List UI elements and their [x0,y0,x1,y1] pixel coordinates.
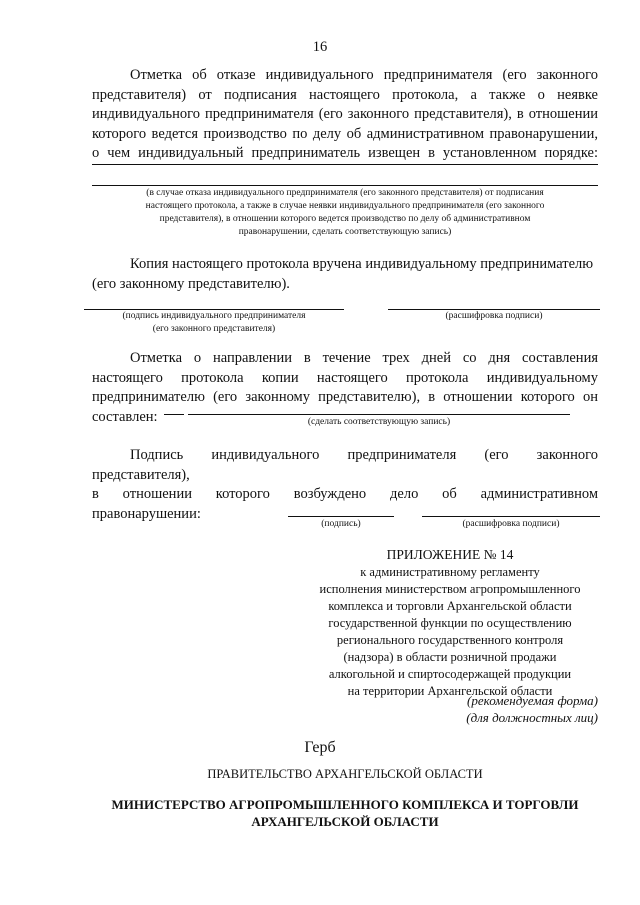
sending-line: составлен: [92,408,158,425]
appendix-line: регионального государственного контроля [336,633,564,647]
refusal-line: представителя) от подписания настоящего протокола, а также о неявке [92,86,598,103]
government-name: ПРАВИТЕЛЬСТВО АРХАНГЕЛЬСКОЙ ОБЛАСТИ [207,767,483,781]
sending-line: настоящего протокола копии настоящего протокола индивидуальному [92,369,598,386]
appendix-title: ПРИЛОЖЕНИЕ № 14 [386,547,514,562]
refusal-note-line: (в случае отказа индивидуального предпринимателя (его законного представителя) от подписания [146,188,544,198]
refusal-paragraph [92,66,598,164]
appendix-subtitle [300,564,600,700]
appendix-line: комплекса и торговли Архангельской области [328,599,572,613]
copy-signature-caption [84,310,344,336]
refusal-note [92,187,598,239]
signature-caption: (подпись) [321,519,361,529]
appendix-line: к административному регламенту [360,565,540,579]
copy-handed-paragraph [92,255,598,294]
appendix-line: на территории Архангельской области [347,684,553,698]
signature-line: в отношении которого возбуждено дело об административном [92,486,598,502]
sending-note: (сделать соответствующую запись) [307,417,451,427]
appendix-line: (надзора) в области розничной продажи [343,650,557,664]
sending-entry-stub[interactable] [164,414,184,415]
refusal-entry-line-2[interactable] [92,185,598,186]
page-number: 16 [312,39,328,55]
refusal-line: Отметка об отказе индивидуального предпринимателя (его законного [130,67,598,83]
appendix-line: государственной функции по осуществлению [328,616,572,630]
form-note [380,692,598,726]
appendix-line: исполнения министерством агропромышленного [319,582,581,596]
copy-handed-line: Копия настоящего протокола вручена индивидуальному предпринимателю [130,256,594,272]
sending-line: Отметка о направлении в течение трех дней со дня составления [130,350,598,366]
signature-line: правонарушении: [92,505,201,522]
caption-line: (его законного представителя) [152,324,276,334]
signature-paragraph [92,446,598,524]
emblem-placeholder: Герб [304,739,336,756]
sending-entry-line[interactable] [188,414,570,415]
refusal-line: о чем индивидуальный предприниматель извещен в установленном порядке: [92,145,598,161]
sending-line: предпринимателю (его законному представителю), в отношении которого он [92,389,598,405]
signature-decoding-caption: (расшифровка подписи) [462,519,560,529]
refusal-note-line: правонарушении, сделать соответствующую запись) [238,227,452,237]
refusal-entry-line-1[interactable] [92,164,598,165]
refusal-line: индивидуального предпринимателя (его законного представителя), в отношении [92,106,598,122]
ministry-line: МИНИСТЕРСТВО АГРОПРОМЫШЛЕННОГО КОМПЛЕКСА И ТОРГОВЛИ [111,797,579,812]
appendix-line: алкогольной и спиртосодержащей продукции [328,667,572,681]
ministry-name [92,796,598,830]
signature-decoding-field[interactable] [422,516,600,517]
copy-handed-line: (его законному представителю). [92,275,290,292]
refusal-line: которого ведется производство по делу об административном правонарушении, [92,125,598,142]
ministry-line: АРХАНГЕЛЬСКОЙ ОБЛАСТИ [251,814,439,829]
form-note-line: (для должностных лиц) [466,710,598,725]
form-note-line: (рекомендуемая форма) [467,693,598,708]
signature-line-field[interactable] [288,516,394,517]
signature-line: Подпись индивидуального предпринимателя (его законного представителя), [92,447,598,483]
copy-decoding-caption: (расшифровка подписи) [445,311,543,321]
refusal-note-line: настоящего протокола, а также в случае неявки индивидуального предпринимателя (его законного [145,201,545,211]
caption-line: (подпись индивидуального предпринимателя [122,311,306,321]
refusal-note-line: представителя), в отношении которого ведется производство по делу об административном [159,214,531,224]
